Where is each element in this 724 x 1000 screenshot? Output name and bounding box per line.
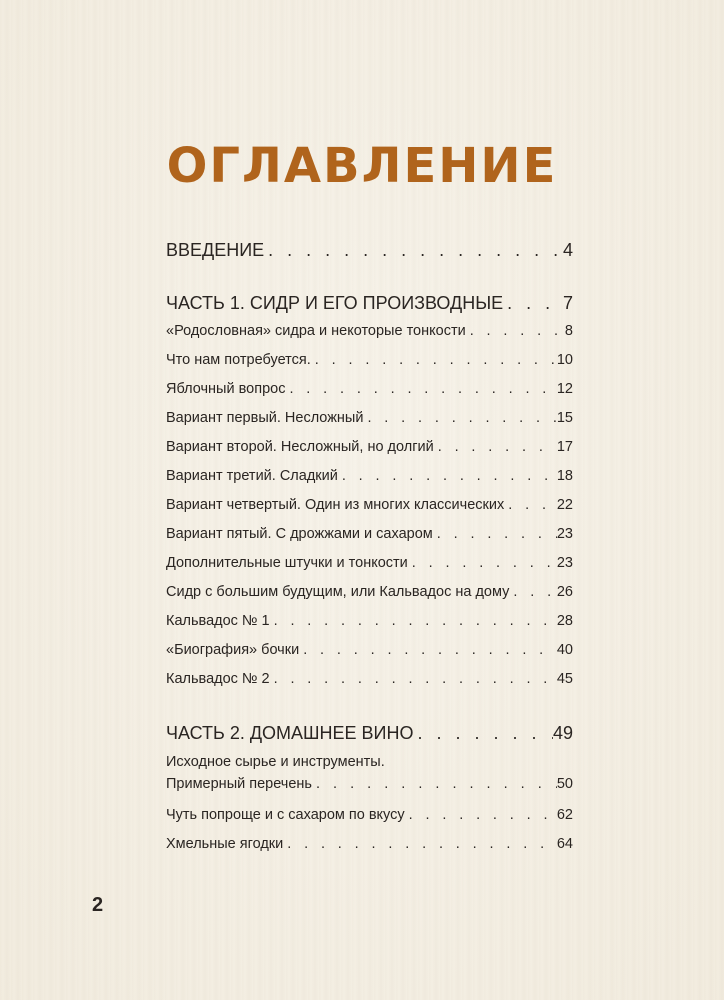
toc-entry-page: 10 — [556, 352, 573, 368]
toc-entry-label: Вариант второй. Несложный, но долгий — [166, 439, 434, 455]
toc-entry-page: 18 — [556, 468, 573, 484]
toc-entry-label: Хмельные ягодки — [166, 836, 284, 852]
toc-entry-introduction[interactable] — [166, 236, 573, 264]
toc-entry-label-line2: Примерный перечень — [166, 776, 312, 792]
dot-leader — [264, 236, 563, 264]
toc-entry[interactable] — [166, 491, 573, 520]
toc-entry-multiline[interactable] — [166, 751, 573, 795]
toc-entry-label: Яблочный вопрос — [166, 381, 286, 397]
toc-entry-page: 7 — [562, 293, 573, 313]
toc-entry-label: «Родословная» сидра и некоторые тонкости — [166, 323, 466, 339]
toc-entry-label: «Биография» бочки — [166, 642, 300, 658]
dot-leader — [312, 773, 557, 795]
toc-entry[interactable] — [166, 578, 573, 607]
toc-entry-label: Кальвадос № 2 — [166, 671, 270, 687]
toc-entry-label-line1: Исходное сырье и инструменты. — [166, 754, 385, 770]
toc-entry-page: 26 — [556, 584, 573, 600]
dot-leader — [413, 719, 552, 747]
toc-entry[interactable] — [166, 830, 573, 859]
toc-entry[interactable] — [166, 549, 573, 578]
toc-entry-label: Вариант четвертый. Один из многих классических — [166, 497, 505, 513]
dot-leader — [338, 462, 557, 491]
toc-entry[interactable] — [166, 665, 573, 694]
dot-leader — [363, 404, 556, 433]
dot-leader — [270, 607, 557, 636]
toc-entry-label: ВВЕДЕНИЕ — [166, 240, 265, 260]
toc-entry-label: Вариант первый. Несложный — [166, 410, 364, 426]
toc-entry-label: Вариант пятый. С дрожжами и сахаром — [166, 526, 433, 542]
toc-entry-label: Дополнительные штучки и тонкости — [166, 555, 408, 571]
dot-leader — [509, 578, 557, 607]
toc-entry-page: 50 — [556, 776, 573, 792]
toc-entry[interactable] — [166, 317, 573, 346]
toc-entry[interactable] — [166, 433, 573, 462]
dot-leader — [466, 317, 565, 346]
toc-entry[interactable] — [166, 404, 573, 433]
toc-entry-page: 12 — [556, 381, 573, 397]
toc-entry[interactable] — [166, 375, 573, 404]
toc-entry-label: Кальвадос № 1 — [166, 613, 270, 629]
toc-entry-label: Сидр с большим будущим, или Кальвадос на дому — [166, 584, 510, 600]
toc-entry-page: 45 — [556, 671, 573, 687]
dot-leader — [311, 346, 557, 375]
toc-entry-label: Чуть попроще и с сахаром по вкусу — [166, 807, 405, 823]
dot-leader — [285, 375, 556, 404]
toc-entry[interactable] — [166, 607, 573, 636]
toc-entry[interactable] — [166, 346, 573, 375]
toc-entry-page: 40 — [556, 642, 573, 658]
toc-entry[interactable] — [166, 801, 573, 830]
page-title: ОГЛАВЛЕНИЕ — [166, 138, 558, 195]
toc-entry-page: 49 — [552, 723, 573, 743]
dot-leader — [408, 549, 557, 578]
toc-entry-part-1[interactable] — [166, 289, 573, 317]
toc-entry-part-2[interactable] — [166, 719, 573, 747]
table-of-contents — [166, 236, 573, 859]
toc-entry-page: 23 — [556, 526, 573, 542]
toc-entry-page: 62 — [556, 807, 573, 823]
toc-entry-page: 22 — [556, 497, 573, 513]
toc-entry-label: ЧАСТЬ 1. СИДР И ЕГО ПРОИЗВОДНЫЕ — [166, 293, 504, 313]
toc-entry-label: Вариант третий. Сладкий — [166, 468, 338, 484]
toc-entry[interactable] — [166, 520, 573, 549]
dot-leader — [503, 289, 563, 317]
dot-leader — [434, 433, 557, 462]
dot-leader — [270, 665, 557, 694]
toc-entry-page: 28 — [556, 613, 573, 629]
toc-entry[interactable] — [166, 462, 573, 491]
dot-leader — [504, 491, 557, 520]
toc-entry-page: 17 — [556, 439, 573, 455]
toc-entry-page: 15 — [556, 410, 573, 426]
toc-entry-label: Что нам потребуется. — [166, 352, 311, 368]
dot-leader — [433, 520, 557, 549]
toc-entry-page: 23 — [556, 555, 573, 571]
toc-entry-label: ЧАСТЬ 2. ДОМАШНЕЕ ВИНО — [166, 723, 414, 743]
dot-leader — [283, 830, 557, 859]
toc-entry-page: 8 — [564, 323, 573, 339]
dot-leader — [299, 636, 557, 665]
toc-entry-page: 64 — [556, 836, 573, 852]
toc-entry-page: 4 — [562, 240, 573, 260]
toc-entry[interactable] — [166, 636, 573, 665]
dot-leader — [405, 801, 557, 830]
page-number: 2 — [92, 894, 104, 916]
